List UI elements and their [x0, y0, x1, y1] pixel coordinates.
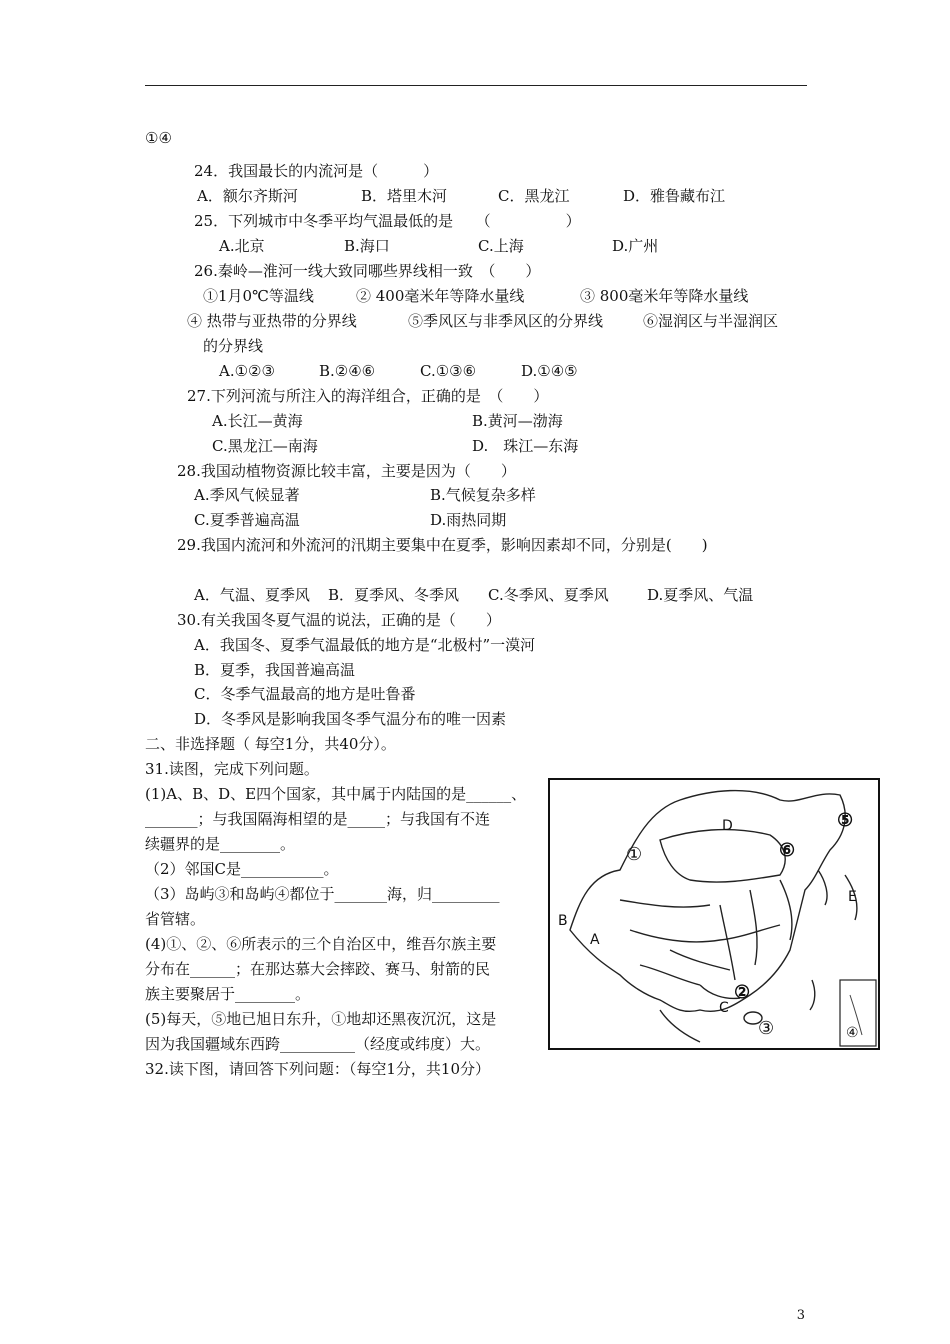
q31-stem: 31.读图，完成下列问题。 [145, 760, 319, 778]
q30-stem: 30.有关我国冬夏气温的说法，正确的是（ ） [177, 611, 501, 629]
q25-stem: 25．下列城市中冬季平均气温最低的是 （ ） [194, 212, 581, 230]
q24-option-b: B．塔里木河 [361, 187, 448, 205]
map-marker-4: ④ [846, 1025, 859, 1041]
q29-stem: 29.我国内流河和外流河的汛期主要集中在夏季，影响因素却不同，分别是( ) [177, 536, 708, 554]
header-rule [145, 85, 807, 86]
q31-line: _______；与我国隔海相望的是_____；与我国有不连 [145, 810, 491, 828]
q31-line: （2）邻国C是___________。 [145, 860, 339, 878]
q26-item-2: ② 400毫米年等降水量线 [356, 287, 525, 305]
q31-line: (1)A、B、D、E四个国家，其中属于内陆国的是______、 [145, 785, 527, 803]
q27-option-c: C.黑龙江—南海 [212, 437, 318, 455]
q24-option-d: D．雅鲁藏布江 [623, 187, 726, 205]
q31-line: (4)①、②、⑥所表示的三个自治区中，维吾尔族主要 [145, 935, 497, 953]
q26-item-1: ①1月0℃等温线 [203, 287, 314, 305]
q30-option-d: D．冬季风是影响我国冬季气温分布的唯一因素 [194, 710, 507, 728]
page-number: 3 [796, 1308, 805, 1323]
q25-option-d: D.广州 [612, 237, 659, 255]
q30-option-c: C．冬季气温最高的地方是吐鲁番 [194, 685, 416, 703]
q29-option-a: A．气温、夏季风 [194, 586, 310, 604]
map-marker-3: ③ [758, 1018, 775, 1039]
q26-option-b: B.②④⑥ [319, 362, 376, 380]
q29-option-c: C.冬季风、夏季风 [488, 586, 609, 604]
map-label-e: E [848, 889, 857, 905]
map-marker-2: ② [734, 982, 751, 1003]
q26-option-c: C.①③⑥ [420, 362, 477, 380]
q26-item-6-tail: 的分界线 [203, 337, 264, 355]
map-label-c: C [719, 1000, 729, 1016]
china-map-figure [548, 778, 880, 1050]
q31-line: 因为我国疆域东西跨__________（经度或纬度）大。 [145, 1035, 491, 1053]
q27-stem: 27.下列河流与所注入的海洋组合，正确的是 （ ） [187, 387, 549, 405]
q27-option-b: B.黄河—渤海 [472, 412, 563, 430]
map-marker-6: ⑥ [779, 840, 796, 861]
q26-option-d: D.①④⑤ [521, 362, 578, 380]
q31-line: (5)每天，⑤地已旭日东升，①地却还黑夜沉沉，这是 [145, 1010, 497, 1028]
q28-option-b: B.气候复杂多样 [430, 486, 536, 504]
map-label-d: D [722, 818, 733, 834]
q24-option-c: C．黑龙江 [498, 187, 570, 205]
q30-option-b: B．夏季，我国普遍高温 [194, 661, 356, 679]
q31-line: 分布在______；在那达慕大会摔跤、赛马、射箭的民 [145, 960, 491, 978]
q28-option-d: D.雨热同期 [430, 511, 507, 529]
q26-stem: 26.秦岭—淮河一线大致同哪些界线相一致 （ ） [194, 262, 541, 280]
q31-line: 族主要聚居于________。 [145, 985, 311, 1003]
q25-option-b: B.海口 [344, 237, 390, 255]
q29-option-b: B．夏季风、冬季风 [328, 586, 460, 604]
q26-option-a: A.①②③ [219, 362, 275, 380]
q25-option-a: A.北京 [219, 237, 265, 255]
map-label-b: B [558, 913, 568, 929]
map-outline [550, 780, 877, 1047]
map-marker-5: ⑤ [837, 810, 854, 831]
q28-option-c: C.夏季普遍高温 [194, 511, 300, 529]
q26-item-3: ③ 800毫米年等降水量线 [580, 287, 749, 305]
q31-line: （3）岛屿③和岛屿④都位于_______海，归_________ [145, 885, 500, 903]
q24-stem: 24．我国最长的内流河是（ ） [194, 162, 439, 180]
q27-option-d: D. 珠江—东海 [472, 437, 579, 455]
q26-item-5: ⑤季风区与非季风区的分界线 [408, 312, 604, 330]
q32-stem: 32.读下图，请回答下列问题：（每空1分，共10分） [145, 1060, 490, 1078]
previous-answer-tail: ①④ [145, 129, 172, 147]
q29-option-d: D.夏季风、气温 [647, 586, 754, 604]
map-label-a: A [590, 932, 600, 948]
map-marker-1: ① [626, 844, 643, 865]
q31-line: 续疆界的是________。 [145, 835, 296, 853]
section-heading: 二、非选择题（ 每空1分，共40分）。 [145, 735, 396, 753]
q24-option-a: A．额尔齐斯河 [197, 187, 298, 205]
q30-option-a: A．我国冬、夏季气温最低的地方是“北极村”一漠河 [194, 636, 536, 654]
q28-option-a: A.季风气候显著 [194, 486, 300, 504]
q26-item-6: ⑥湿润区与半湿润区 [643, 312, 779, 330]
q31-line: 省管辖。 [145, 910, 206, 928]
q27-option-a: A.长江—黄海 [212, 412, 303, 430]
q25-option-c: C.上海 [478, 237, 524, 255]
q28-stem: 28.我国动植物资源比较丰富，主要是因为（ ） [177, 462, 516, 480]
q26-item-4: ④ 热带与亚热带的分界线 [187, 312, 357, 330]
